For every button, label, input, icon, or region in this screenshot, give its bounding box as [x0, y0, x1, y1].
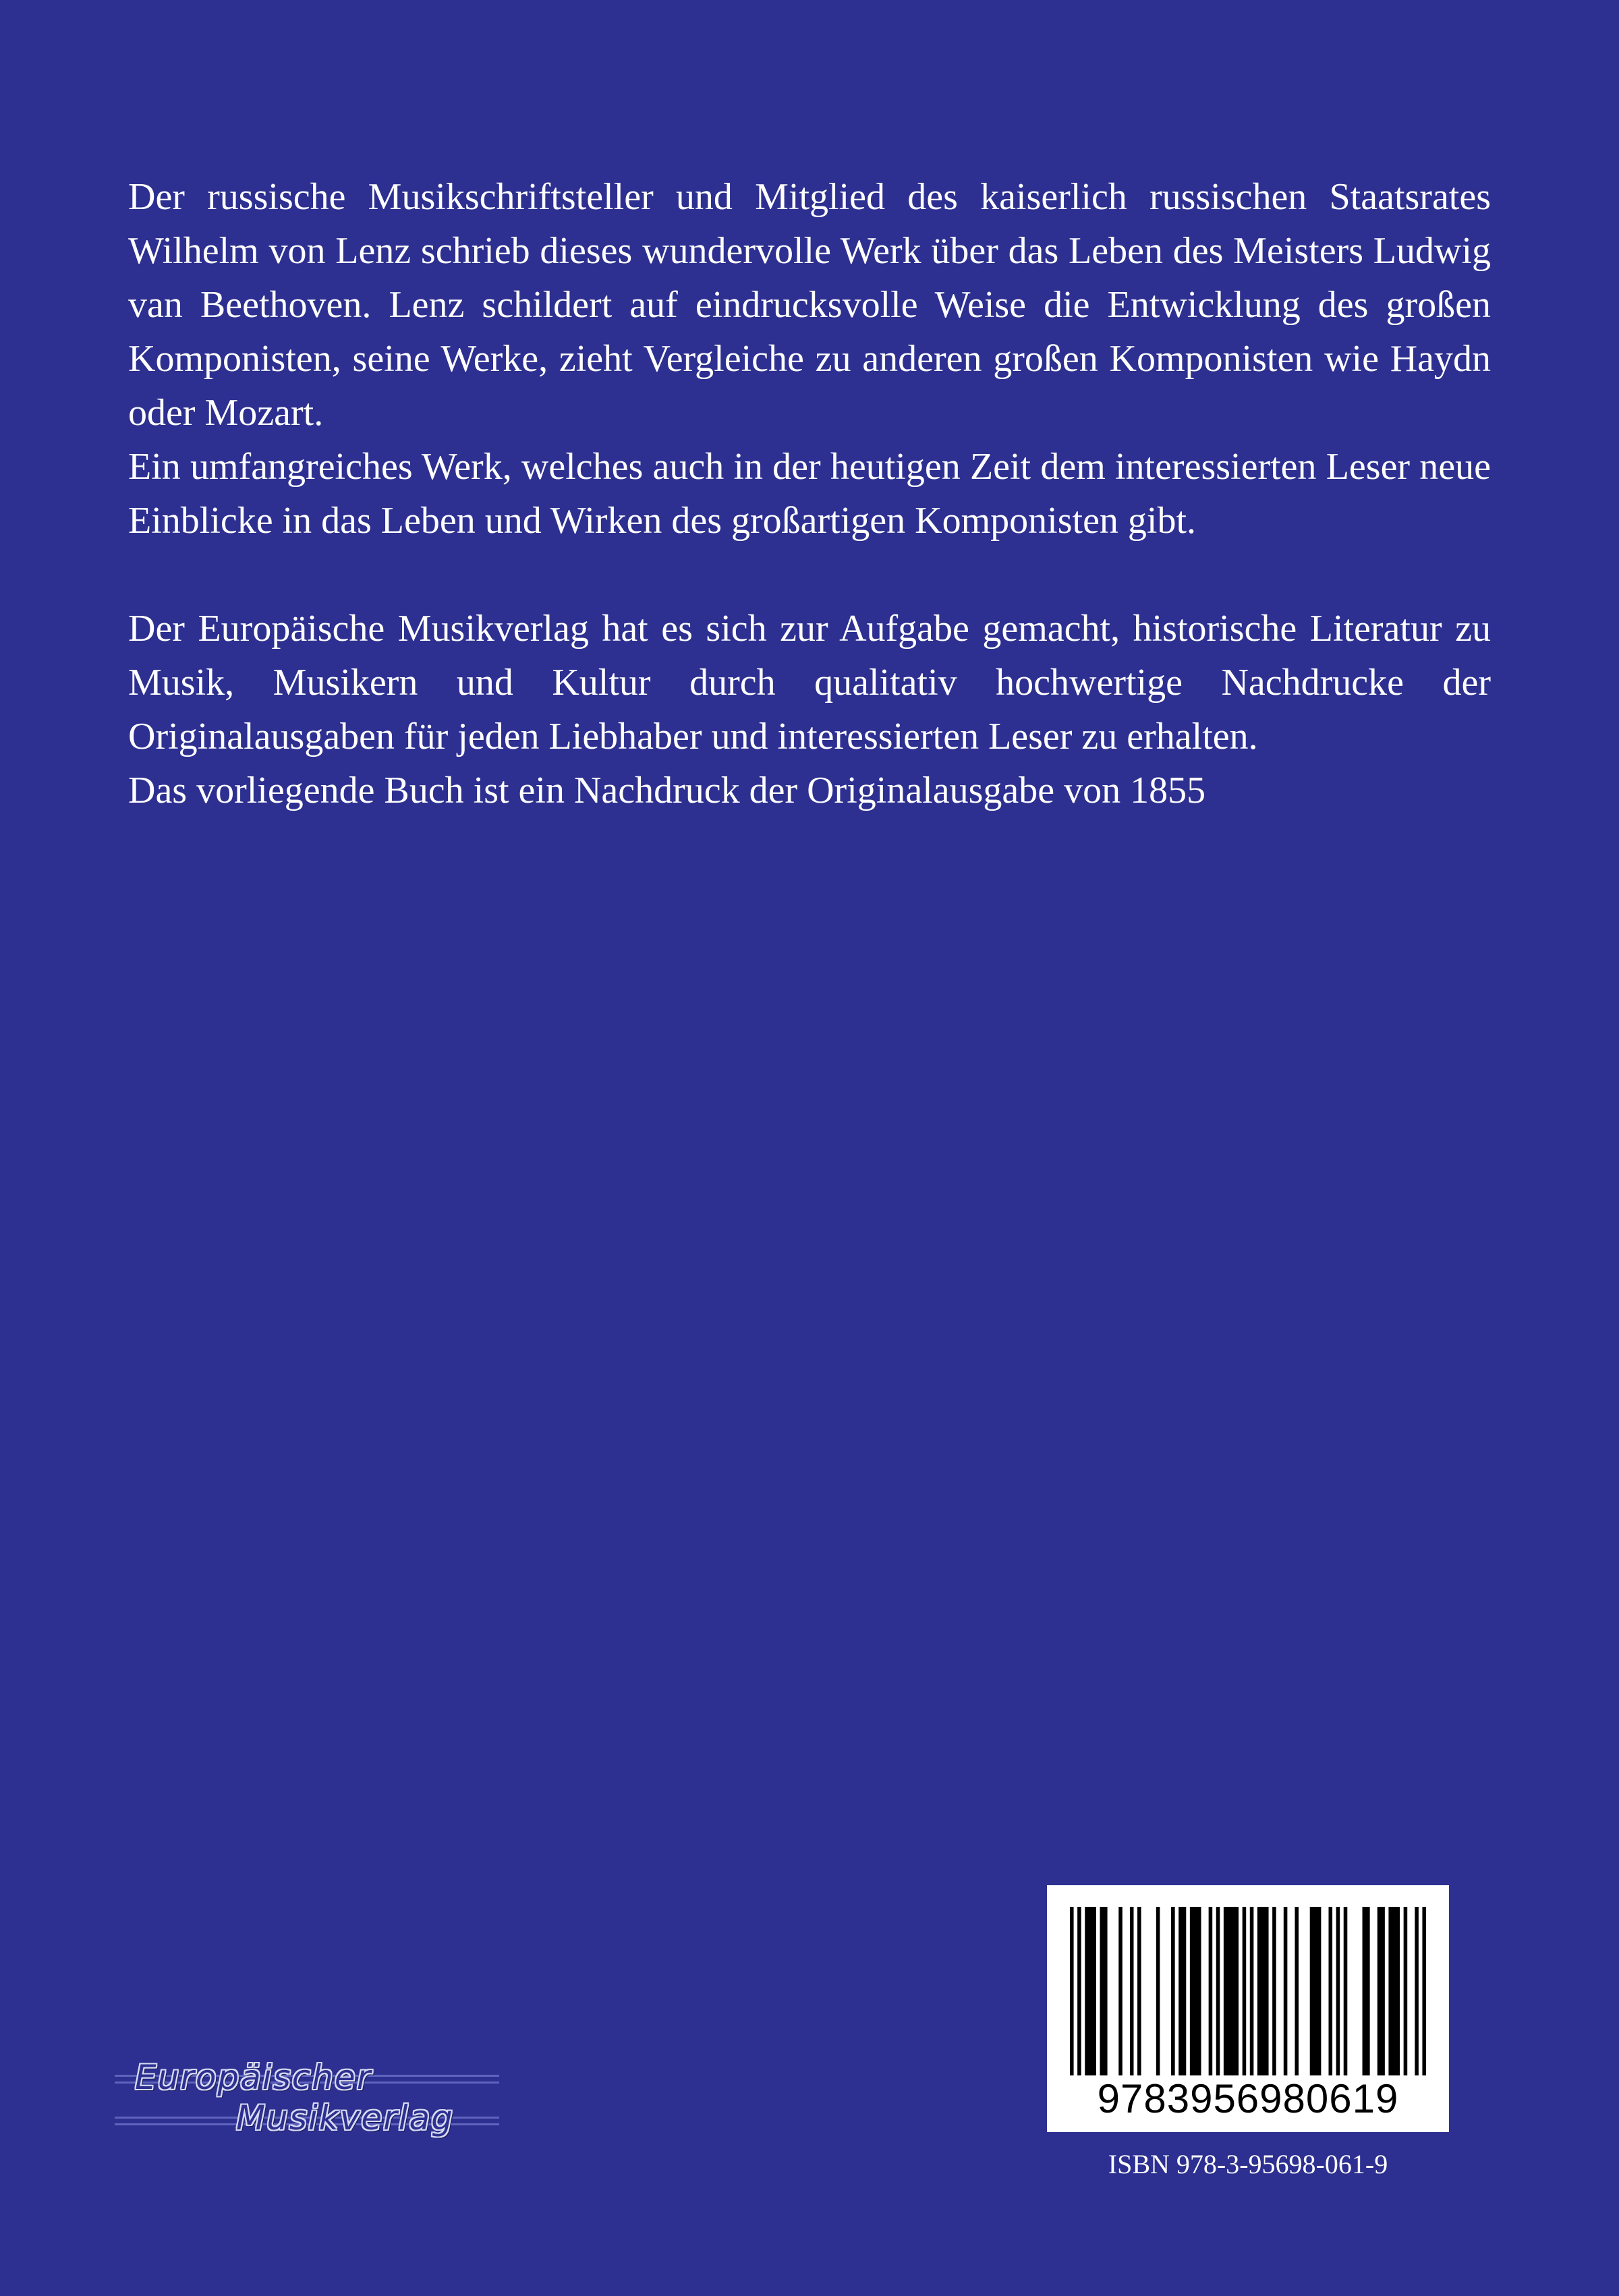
barcode-bar: [1156, 1907, 1160, 2075]
barcode-bar: [1336, 1907, 1340, 2075]
barcode: [1047, 1885, 1449, 2132]
barcode-bar: [1377, 1907, 1385, 2075]
barcode-bar: [1130, 1907, 1134, 2075]
blurb-paragraph-4: Das vorliegende Buch ist ein Nachdruck der Originalausgabe von 1855: [128, 770, 1206, 811]
barcode-bar: [1209, 1907, 1213, 2075]
barcode-bar: [1257, 1907, 1269, 2075]
blurb-text: [128, 170, 1491, 817]
isbn-label: ISBN 978-3-95698-061-9: [1108, 2149, 1388, 2179]
barcode-bar: [1243, 1907, 1247, 2075]
logo-word-europaeischer: Europäischer: [135, 2058, 372, 2097]
barcode-bar: [1310, 1907, 1322, 2075]
barcode-bar: [1190, 1907, 1201, 2075]
blurb-paragraph-2: Ein umfangreiches Werk, welches auch in der heutigen Zeit dem interessierten Leser neue Einblicke in das Leben und Wirken des großartigen Komponisten gibt.: [128, 446, 1491, 542]
barcode-bar: [1328, 1907, 1332, 2075]
barcode-bar: [1415, 1907, 1419, 2075]
barcode-bar: [1085, 1907, 1096, 2075]
barcode-digits: 9783956980619: [1097, 2076, 1399, 2121]
blurb-paragraph-3: Der Europäische Musikverlag hat es sich zur Aufgabe gemacht, historische Literatur zu Musik, Musikern und Kultur durch qualitativ hochwertige Nachdrucke der Originalausgaben für jeden Liebhaber und interessierten Leser zu erhalten.: [128, 608, 1491, 757]
barcode-bar: [1118, 1907, 1123, 2075]
barcode-bar: [1284, 1907, 1288, 2075]
barcode-bar: [1100, 1907, 1107, 2075]
barcode-bar: [1216, 1907, 1220, 2075]
barcode-bar: [1388, 1907, 1400, 2075]
barcode-bar: [1404, 1907, 1408, 2075]
barcode-bar: [1250, 1907, 1254, 2075]
logo-word-musikverlag: Musikverlag: [236, 2098, 454, 2137]
barcode-bars: [1070, 1907, 1426, 2075]
barcode-bar: [1171, 1907, 1175, 2075]
barcode-bar: [1422, 1907, 1426, 2075]
barcode-bar: [1137, 1907, 1141, 2075]
blurb-paragraph-1: Der russische Musikschriftsteller und Mitglied des kaiserlich russischen Staatsrates Wilhelm von Lenz schrieb dieses wundervolle Werk über das Leben des Meisters Ludwig van Beethoven. Lenz schildert auf eindrucksvolle Weise die Entwicklung des großen Komponisten, seine Werke, zieht Vergleiche zu anderen großen Komponisten wie Haydn oder Mozart.: [128, 176, 1491, 434]
barcode-bar: [1295, 1907, 1299, 2075]
barcode-bar: [1077, 1907, 1081, 2075]
barcode-bar: [1363, 1907, 1370, 2075]
publisher-logo: [115, 2057, 499, 2152]
barcode-bar: [1272, 1907, 1276, 2075]
barcode-bar: [1178, 1907, 1186, 2075]
barcode-bar: [1344, 1907, 1348, 2075]
barcode-bar: [1224, 1907, 1239, 2075]
barcode-bar: [1070, 1907, 1074, 2075]
